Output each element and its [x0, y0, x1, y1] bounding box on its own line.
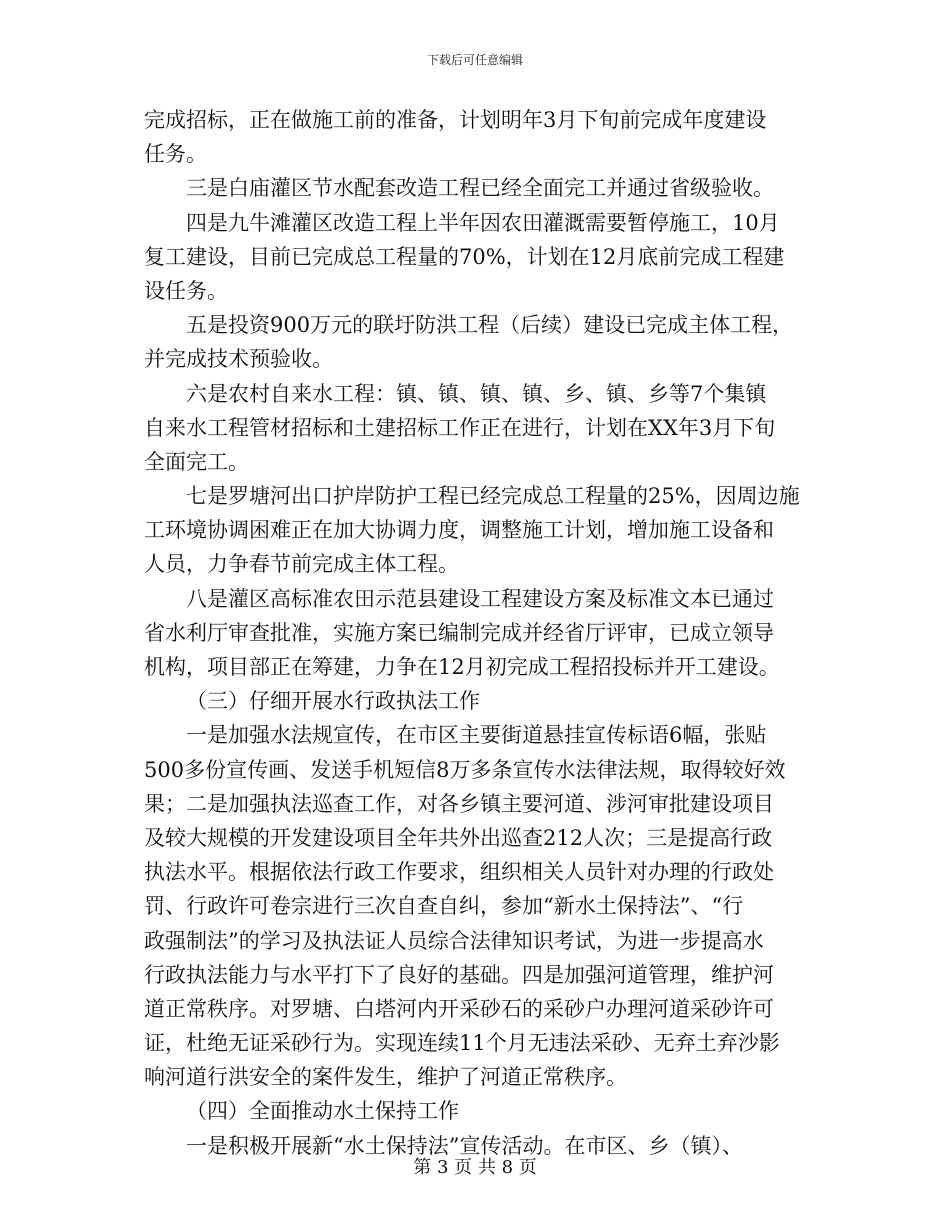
body-line: 工环境协调困难正在加大协调力度，调整施工计划，增加施工设备和: [144, 518, 774, 543]
body-line: 执法水平。根据依法行政工作要求，组织相关人员针对办理的行政处: [144, 860, 774, 885]
section-heading: （三）仔细开展水行政执法工作: [186, 689, 480, 714]
body-line: 果；二是加强执法巡查工作，对各乡镇主要河道、涉河审批建设项目: [144, 791, 774, 816]
body-line: 政强制法”的学习及执法证人员综合法律知识考试，为进一步提高水: [144, 928, 764, 953]
body-line: 响河道行洪安全的案件发生，维护了河道正常秩序。: [144, 1065, 627, 1090]
body-line: 人员，力争春节前完成主体工程。: [144, 552, 459, 577]
body-line: 五是投资900万元的联圩防洪工程（后续）建设已完成主体工程，: [186, 313, 794, 338]
body-line: 设任务。: [144, 278, 228, 303]
body-line: 复工建设，目前已完成总工程量的70%，计划在12月底前完成工程建: [144, 244, 785, 269]
body-line: 罚、行政许可卷宗进行三次自查自纠，参加“新水土保持法”、“行: [144, 894, 744, 919]
body-line: 行政执法能力与水平打下了良好的基础。四是加强河道管理，维护河: [144, 962, 774, 987]
section-heading: （四）全面推动水土保持工作: [186, 1099, 459, 1124]
body-line: 省水利厅审查批准，实施方案已编制完成并经省厅评审，已成立领导: [144, 620, 774, 645]
body-line: 完成招标，正在做施工前的准备，计划明年3月下旬前完成年度建设: [144, 108, 767, 132]
body-line: 四是九牛滩灌区改造工程上半年因农田灌溉需要暂停施工，10月: [186, 210, 780, 235]
body-line: 自来水工程管材招标和土建招标工作正在进行，计划在XX年3月下旬: [144, 415, 776, 440]
body-line: 道正常秩序。对罗塘、白塔河内开采砂石的采砂户办理河道采砂许可: [144, 996, 774, 1021]
body-line: 证，杜绝无证采砂行为。实现连续11个月无违法采砂、无弃土弃沙影: [144, 1031, 780, 1056]
body-line: 三是白庙灌区节水配套改造工程已经全面完工并通过省级验收。: [186, 176, 774, 201]
body-line: 一是加强水法规宣传，在市区主要街道悬挂宣传标语6幅，张贴: [186, 723, 767, 748]
body-line: 并完成技术预验收。: [144, 347, 333, 372]
body-line: 七是罗塘河出口护岸防护工程已经完成总工程量的25%，因周边施: [186, 484, 800, 509]
body-line: 机构，项目部正在筹建，力争在12月初完成工程招投标并开工建设。: [144, 655, 780, 679]
body-line: 全面完工。: [144, 449, 249, 474]
body-line: 500多份宣传画、发送手机短信8万多条宣传水法律法规，取得较好效: [144, 757, 786, 782]
body-line: 一是积极开展新“水土保持法”宣传活动。在市区、乡（镇）、: [186, 1133, 743, 1158]
document-body: [144, 103, 814, 1163]
body-line: 六是农村自来水工程：镇、镇、镇、镇、乡、镇、乡等7个集镇: [186, 381, 767, 406]
body-line: 任务。: [144, 142, 207, 167]
page-footer: 第 3 页 共 8 页: [413, 1157, 537, 1178]
page-header: 下载后可任意编辑: [426, 53, 523, 67]
body-line: 及较大规模的开发建设项目全年共外出巡查212人次；三是提高行政: [144, 825, 773, 850]
body-line: 八是灌区高标准农田示范县建设工程建设方案及标准文本已通过: [186, 586, 774, 611]
